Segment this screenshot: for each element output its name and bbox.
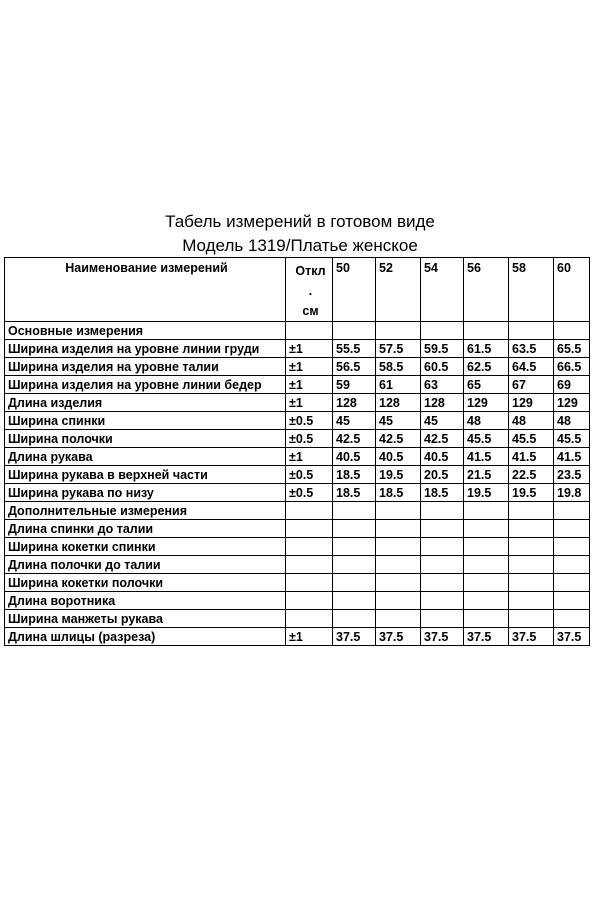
tolerance-cell: ±0.5 [286, 484, 333, 502]
measurement-name: Ширина кокетки спинки [5, 538, 286, 556]
size-value-cell: 40.5 [333, 448, 376, 466]
size-value-cell [333, 322, 376, 340]
table-row [5, 358, 590, 376]
size-value-cell: 18.5 [333, 484, 376, 502]
size-value-cell: 42.5 [376, 430, 421, 448]
size-value-cell: 41.5 [509, 448, 554, 466]
table-row [5, 412, 590, 430]
size-value-cell [421, 610, 464, 628]
size-value-cell: 128 [376, 394, 421, 412]
measurement-name: Длина полочки до талии [5, 556, 286, 574]
measurement-name: Ширина кокетки полочки [5, 574, 286, 592]
size-value-cell [554, 538, 590, 556]
size-value-cell: 19.8 [554, 484, 590, 502]
size-value-cell [421, 502, 464, 520]
size-value-cell [509, 574, 554, 592]
size-value-cell: 56.5 [333, 358, 376, 376]
size-value-cell: 45.5 [464, 430, 509, 448]
size-value-cell [554, 592, 590, 610]
measurement-name: Ширина изделия на уровне талии [5, 358, 286, 376]
size-value-cell: 42.5 [421, 430, 464, 448]
tolerance-cell: ±1 [286, 340, 333, 358]
tolerance-header-line: см [302, 304, 319, 318]
table-row [5, 466, 590, 484]
measurement-name: Длина шлицы (разреза) [5, 628, 286, 646]
table-row [5, 376, 590, 394]
tolerance-cell [286, 520, 333, 538]
size-value-cell: 22.5 [509, 466, 554, 484]
size-value-cell [464, 592, 509, 610]
measurement-name: Ширина спинки [5, 412, 286, 430]
table-row [5, 430, 590, 448]
table-row [5, 520, 590, 538]
document-title: Табель измерений в готовом виде [165, 212, 435, 231]
size-value-cell: 45 [333, 412, 376, 430]
size-value-cell: 37.5 [376, 628, 421, 646]
size-value-cell: 18.5 [333, 466, 376, 484]
measurement-name: Основные измерения [5, 322, 286, 340]
tolerance-cell: ±0.5 [286, 466, 333, 484]
table-row [5, 484, 590, 502]
tolerance-cell [286, 502, 333, 520]
size-value-cell: 37.5 [509, 628, 554, 646]
size-value-cell: 128 [333, 394, 376, 412]
tolerance-cell [286, 538, 333, 556]
size-value-cell: 37.5 [464, 628, 509, 646]
measurement-name: Ширина рукава в верхней части [5, 466, 286, 484]
size-value-cell [376, 610, 421, 628]
table-row [5, 610, 590, 628]
size-value-cell: 61 [376, 376, 421, 394]
document-subtitle: Модель 1319/Платье женское [182, 236, 418, 255]
table-row [5, 556, 590, 574]
size-value-cell: 19.5 [464, 484, 509, 502]
measurement-name: Дополнительные измерения [5, 502, 286, 520]
size-value-cell: 45.5 [509, 430, 554, 448]
size-value-cell [333, 556, 376, 574]
size-value-cell: 19.5 [376, 466, 421, 484]
size-value-cell: 23.5 [554, 466, 590, 484]
size-value-cell: 55.5 [333, 340, 376, 358]
column-header-name: Наименование измерений [5, 258, 286, 322]
size-value-cell [464, 502, 509, 520]
size-value-cell [554, 502, 590, 520]
tolerance-cell: ±1 [286, 358, 333, 376]
size-value-cell: 19.5 [509, 484, 554, 502]
size-value-cell [376, 520, 421, 538]
size-value-cell [464, 322, 509, 340]
table-row [5, 448, 590, 466]
size-value-cell: 128 [421, 394, 464, 412]
size-value-cell [421, 592, 464, 610]
size-value-cell [421, 538, 464, 556]
measurement-name: Длина рукава [5, 448, 286, 466]
table-row [5, 322, 590, 340]
size-value-cell [554, 322, 590, 340]
size-value-cell: 45 [376, 412, 421, 430]
size-value-cell [554, 574, 590, 592]
size-value-cell: 59.5 [421, 340, 464, 358]
measurement-name: Длина спинки до талии [5, 520, 286, 538]
table-row [5, 394, 590, 412]
size-value-cell: 129 [464, 394, 509, 412]
table-row [5, 574, 590, 592]
tolerance-header-line: Откл [295, 264, 326, 278]
size-value-cell [509, 520, 554, 538]
size-value-cell: 18.5 [421, 484, 464, 502]
size-value-cell: 48 [509, 412, 554, 430]
size-value-cell: 63 [421, 376, 464, 394]
measurement-name: Ширина рукава по низу [5, 484, 286, 502]
size-value-cell [333, 502, 376, 520]
size-value-cell [509, 538, 554, 556]
tolerance-cell: ±1 [286, 628, 333, 646]
size-value-cell [376, 322, 421, 340]
size-value-cell: 21.5 [464, 466, 509, 484]
tolerance-cell: ±1 [286, 448, 333, 466]
size-value-cell [376, 592, 421, 610]
table-row [5, 538, 590, 556]
size-value-cell [333, 574, 376, 592]
size-value-cell: 42.5 [333, 430, 376, 448]
measurements-table [4, 257, 590, 646]
size-value-cell: 45.5 [554, 430, 590, 448]
tolerance-cell [286, 574, 333, 592]
table-header-row [5, 258, 590, 322]
size-value-cell: 45 [421, 412, 464, 430]
table-row [5, 628, 590, 646]
size-value-cell: 58.5 [376, 358, 421, 376]
tolerance-cell [286, 610, 333, 628]
size-value-cell: 69 [554, 376, 590, 394]
size-value-cell [509, 322, 554, 340]
size-value-cell: 63.5 [509, 340, 554, 358]
size-value-cell [509, 556, 554, 574]
tolerance-header-line: . [308, 284, 313, 298]
tolerance-cell [286, 322, 333, 340]
size-value-cell [464, 538, 509, 556]
measurement-name: Длина изделия [5, 394, 286, 412]
size-value-cell [333, 610, 376, 628]
measurement-name: Ширина манжеты рукава [5, 610, 286, 628]
size-value-cell [333, 592, 376, 610]
size-value-cell: 65 [464, 376, 509, 394]
table-row [5, 502, 590, 520]
size-value-cell: 20.5 [421, 466, 464, 484]
measurement-name: Ширина полочки [5, 430, 286, 448]
size-value-cell [554, 520, 590, 538]
size-value-cell: 59 [333, 376, 376, 394]
size-value-cell: 18.5 [376, 484, 421, 502]
size-value-cell [376, 502, 421, 520]
size-value-cell: 129 [554, 394, 590, 412]
measurement-name: Длина воротника [5, 592, 286, 610]
tolerance-cell: ±1 [286, 376, 333, 394]
size-value-cell: 40.5 [421, 448, 464, 466]
column-header-size: 50 [333, 258, 376, 322]
tolerance-cell: ±0.5 [286, 412, 333, 430]
measurement-name: Ширина изделия на уровне линии бедер [5, 376, 286, 394]
tolerance-cell [286, 556, 333, 574]
size-value-cell [464, 520, 509, 538]
size-value-cell [421, 520, 464, 538]
size-value-cell: 40.5 [376, 448, 421, 466]
measurement-name: Ширина изделия на уровне линии груди [5, 340, 286, 358]
size-value-cell [509, 592, 554, 610]
tolerance-cell: ±1 [286, 394, 333, 412]
column-header-size: 58 [509, 258, 554, 322]
size-value-cell: 65.5 [554, 340, 590, 358]
size-value-cell: 48 [464, 412, 509, 430]
size-value-cell [509, 610, 554, 628]
size-value-cell: 67 [509, 376, 554, 394]
tolerance-cell [286, 592, 333, 610]
size-value-cell: 37.5 [421, 628, 464, 646]
size-value-cell: 57.5 [376, 340, 421, 358]
size-value-cell [421, 574, 464, 592]
size-value-cell [509, 502, 554, 520]
size-value-cell [464, 610, 509, 628]
size-value-cell: 62.5 [464, 358, 509, 376]
column-header-size: 56 [464, 258, 509, 322]
size-value-cell [333, 520, 376, 538]
column-header-size: 54 [421, 258, 464, 322]
size-value-cell: 61.5 [464, 340, 509, 358]
size-value-cell [376, 574, 421, 592]
column-header-size: 60 [554, 258, 590, 322]
column-header-tolerance [286, 258, 333, 322]
table-row [5, 592, 590, 610]
size-value-cell: 66.5 [554, 358, 590, 376]
size-value-cell [376, 556, 421, 574]
size-value-cell: 64.5 [509, 358, 554, 376]
size-value-cell: 48 [554, 412, 590, 430]
size-value-cell [464, 574, 509, 592]
tolerance-cell: ±0.5 [286, 430, 333, 448]
size-value-cell: 41.5 [554, 448, 590, 466]
size-value-cell [464, 556, 509, 574]
size-value-cell [376, 538, 421, 556]
size-value-cell [421, 322, 464, 340]
size-value-cell: 129 [509, 394, 554, 412]
column-header-size: 52 [376, 258, 421, 322]
size-value-cell [333, 538, 376, 556]
size-value-cell: 41.5 [464, 448, 509, 466]
size-value-cell: 37.5 [333, 628, 376, 646]
table-row [5, 340, 590, 358]
size-value-cell [421, 556, 464, 574]
size-value-cell: 37.5 [554, 628, 590, 646]
size-value-cell [554, 556, 590, 574]
size-value-cell [554, 610, 590, 628]
size-value-cell: 60.5 [421, 358, 464, 376]
